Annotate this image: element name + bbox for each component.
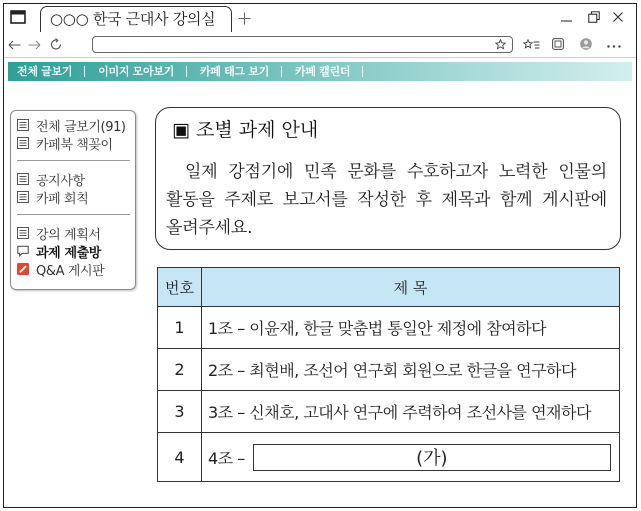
row-number: 4	[158, 433, 202, 481]
board-list-icon	[17, 137, 29, 149]
profile-avatar-icon[interactable]	[580, 38, 592, 50]
more-dots-icon[interactable]	[607, 43, 621, 48]
row-title: 4조 –	[208, 448, 245, 468]
notice-body-line: 활동을 주제로 보고서를 작성한 후 제목과 함께 게시판에	[166, 190, 607, 210]
sidebar-item-label: 공지사항	[36, 173, 85, 189]
forward-arrow-icon[interactable]	[28, 40, 41, 50]
address-bar-input[interactable]	[92, 36, 513, 53]
assignment-notice	[155, 107, 621, 250]
qna-pencil-icon	[17, 263, 29, 275]
board-list-icon	[17, 191, 29, 203]
toolbar-divider	[4, 57, 636, 58]
board-list-icon	[17, 119, 29, 131]
cafe-menu-bar	[8, 62, 632, 81]
star-icon[interactable]	[495, 39, 506, 50]
sidebar-item-lecture-plan[interactable]	[17, 224, 130, 242]
window-menu-icon[interactable]	[10, 10, 26, 24]
board-list-icon	[17, 173, 29, 185]
cafe-sidebar-menu	[10, 110, 136, 290]
menu-item-cafe-tags[interactable]: 카페 태그 보기	[187, 62, 282, 81]
menu-item-cafe-calendar[interactable]: 카페 캘린더	[282, 62, 363, 81]
row-number: 2	[158, 349, 202, 390]
title-bar	[4, 4, 636, 34]
header-title: 제 목	[393, 278, 428, 297]
notice-title: ▣ 조별 과제 안내	[172, 119, 319, 141]
browser-toolbar	[4, 34, 636, 58]
table-row[interactable]	[158, 432, 619, 481]
table-row[interactable]	[158, 306, 619, 348]
tab-title: ○○○ 한국 근대사 강의실	[50, 10, 216, 28]
sidebar-item-label: Q&A 게시판	[36, 263, 105, 279]
close-icon[interactable]	[613, 12, 623, 22]
sidebar-item-cafe-rules[interactable]	[17, 188, 130, 206]
assignment-post-table	[157, 267, 620, 482]
row-number: 1	[158, 307, 202, 348]
sidebar-item-notices[interactable]	[17, 170, 130, 188]
row-number: 3	[158, 391, 202, 432]
sidebar-item-all-posts[interactable]	[17, 116, 130, 134]
row-title[interactable]: 2조 – 최현배, 조선어 연구회 회원으로 한글을 연구하다	[208, 361, 576, 380]
refresh-icon[interactable]	[50, 38, 62, 50]
notice-body	[166, 158, 607, 242]
header-number: 번호	[158, 268, 202, 306]
sidebar-item-label: 카페 회칙	[36, 191, 89, 207]
menu-item-image-gallery[interactable]: 이미지 모아보기	[85, 62, 187, 81]
sidebar-item-label: 과제 제출방	[36, 245, 101, 261]
browser-window	[3, 3, 637, 508]
notice-body-line: 올려주세요.	[166, 218, 253, 238]
browser-tab[interactable]	[40, 6, 232, 32]
collections-icon[interactable]	[552, 38, 564, 50]
minimize-icon[interactable]	[561, 17, 572, 22]
favorites-list-icon[interactable]	[523, 39, 540, 50]
row-title[interactable]: 3조 – 신채호, 고대사 연구에 주력하여 조선사를 연재하다	[208, 403, 591, 422]
speech-bubble-icon	[17, 245, 29, 257]
sidebar-group	[17, 160, 130, 206]
notice-body-line: 일제 강점기에 민족 문화를 수호하고자 노력한 인물의	[185, 162, 607, 182]
back-arrow-icon[interactable]	[8, 40, 21, 50]
table-row[interactable]	[158, 390, 619, 432]
sidebar-item-label: 강의 계획서	[36, 227, 101, 243]
sidebar-group	[17, 214, 130, 278]
sidebar-item-label: 카페북 책꽂이	[36, 137, 113, 153]
sidebar-item-cafe-bookshelf[interactable]	[17, 134, 130, 152]
sidebar-item-label: 전체 글보기(91)	[36, 119, 126, 135]
sidebar-group	[17, 116, 130, 152]
restore-icon[interactable]	[588, 11, 600, 23]
table-header-row	[158, 268, 619, 306]
sidebar-item-assignment-submission[interactable]	[17, 242, 130, 260]
table-row[interactable]	[158, 348, 619, 390]
row-title-cell[interactable]	[202, 433, 619, 481]
board-list-icon	[17, 227, 29, 239]
menu-item-all-posts[interactable]: 전체 글보기	[8, 62, 85, 81]
blank-answer-box: (가)	[253, 444, 611, 471]
sidebar-item-qna-board[interactable]	[17, 260, 130, 278]
row-title[interactable]: 1조 – 이윤재, 한글 맞춤법 통일안 제정에 참여하다	[208, 319, 547, 338]
new-tab-plus-icon[interactable]	[238, 12, 251, 25]
